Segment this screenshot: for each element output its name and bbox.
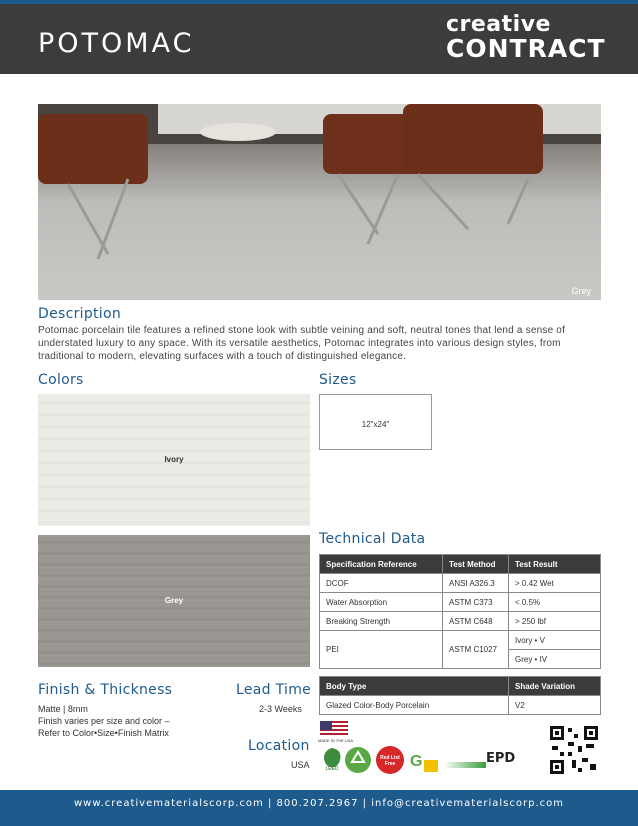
technical-heading: Technical Data bbox=[319, 531, 426, 547]
table-cell: < 0.5% bbox=[509, 593, 601, 612]
lead-heading: Lead Time bbox=[236, 682, 312, 698]
sizes-heading: Sizes bbox=[319, 372, 357, 388]
table-cell: > 0.42 Wet bbox=[509, 574, 601, 593]
table-cell: Grey • IV bbox=[509, 650, 601, 669]
qr-code-icon bbox=[548, 724, 600, 781]
swatch-ivory bbox=[38, 394, 310, 526]
usa-flag-icon bbox=[320, 721, 348, 737]
table-row bbox=[320, 696, 601, 715]
page-header bbox=[0, 0, 638, 74]
red-list-free-badge: Red List Free bbox=[376, 746, 404, 774]
logo-line-2: CONTRACT bbox=[446, 34, 606, 63]
description-text: Potomac porcelain tile features a refined stone look with subtle veining and soft, neutral tones that lend a sense of understated luxury to any space. With its versatile aesthetics, Potomac integrates into various design styles, from traditional to modern, elevating surfaces with a touch of distinguished elegance. bbox=[38, 325, 566, 362]
swatch-grey bbox=[38, 535, 310, 667]
table-cell: Ivory • V bbox=[509, 631, 601, 650]
colors-heading: Colors bbox=[38, 372, 84, 388]
leed-icon bbox=[320, 746, 344, 777]
finish-line-3: Refer to Color•Size•Finish Matrix bbox=[38, 728, 169, 738]
technical-col-spec: Specification Reference bbox=[320, 555, 443, 574]
recycle-icon bbox=[344, 746, 372, 779]
technical-header-row bbox=[320, 555, 601, 574]
technical-col-result: Test Result bbox=[509, 555, 601, 574]
creative-contract-logo bbox=[446, 14, 606, 62]
table-cell: DCOF bbox=[320, 574, 443, 593]
table-cell: ASTM C373 bbox=[443, 593, 509, 612]
body-header-row bbox=[320, 677, 601, 696]
svg-text:G: G bbox=[410, 753, 423, 770]
hero-image bbox=[38, 104, 601, 300]
table-cell: ASTM C1027 bbox=[443, 631, 509, 669]
finish-line-1: Matte | 8mm bbox=[38, 704, 88, 714]
epd-logo: EPD bbox=[486, 751, 516, 766]
green-squared-icon bbox=[408, 748, 440, 779]
table-cell: Breaking Strength bbox=[320, 612, 443, 631]
hero-caption: Grey bbox=[571, 286, 591, 296]
hero-scene bbox=[38, 104, 601, 300]
technical-col-method: Test Method bbox=[443, 555, 509, 574]
technical-table bbox=[319, 554, 601, 669]
table-cell: Glazed Color-Body Porcelain bbox=[320, 696, 509, 715]
body-table bbox=[319, 676, 601, 715]
table-row bbox=[320, 612, 601, 631]
table-cell: PEI bbox=[320, 631, 443, 669]
logo-line-1: creative bbox=[446, 12, 551, 37]
size-box: 12"x24" bbox=[319, 394, 432, 450]
swatch-grey-label: Grey bbox=[164, 596, 184, 605]
table-cell: ASTM C648 bbox=[443, 612, 509, 631]
table-row bbox=[320, 631, 601, 650]
location-heading: Location bbox=[248, 738, 310, 754]
lead-value: 2-3 Weeks bbox=[259, 704, 302, 714]
location-value: USA bbox=[291, 760, 310, 770]
table-row bbox=[320, 593, 601, 612]
body-col-shade: Shade Variation bbox=[509, 677, 601, 696]
table-cell: Water Absorption bbox=[320, 593, 443, 612]
finish-line-2: Finish varies per size and color – bbox=[38, 716, 170, 726]
page-title: POTOMAC bbox=[38, 28, 195, 59]
page-footer bbox=[0, 790, 638, 826]
table-row bbox=[320, 574, 601, 593]
body-col-type: Body Type bbox=[320, 677, 509, 696]
footer-contact: www.creativematerialscorp.com | 800.207.2967 | info@creativematerialscorp.com bbox=[74, 798, 564, 809]
swatch-ivory-label: Ivory bbox=[164, 455, 184, 464]
table-cell: ANSI A326.3 bbox=[443, 574, 509, 593]
table-cell: > 250 lbf bbox=[509, 612, 601, 631]
made-in-usa-label: MADE IN THE USA bbox=[318, 738, 354, 743]
finish-heading: Finish & Thickness bbox=[38, 682, 173, 698]
epd-gradient-bar bbox=[444, 755, 486, 773]
table-cell: V2 bbox=[509, 696, 601, 715]
svg-text:LEED: LEED bbox=[325, 766, 339, 772]
description-heading: Description bbox=[38, 306, 122, 322]
